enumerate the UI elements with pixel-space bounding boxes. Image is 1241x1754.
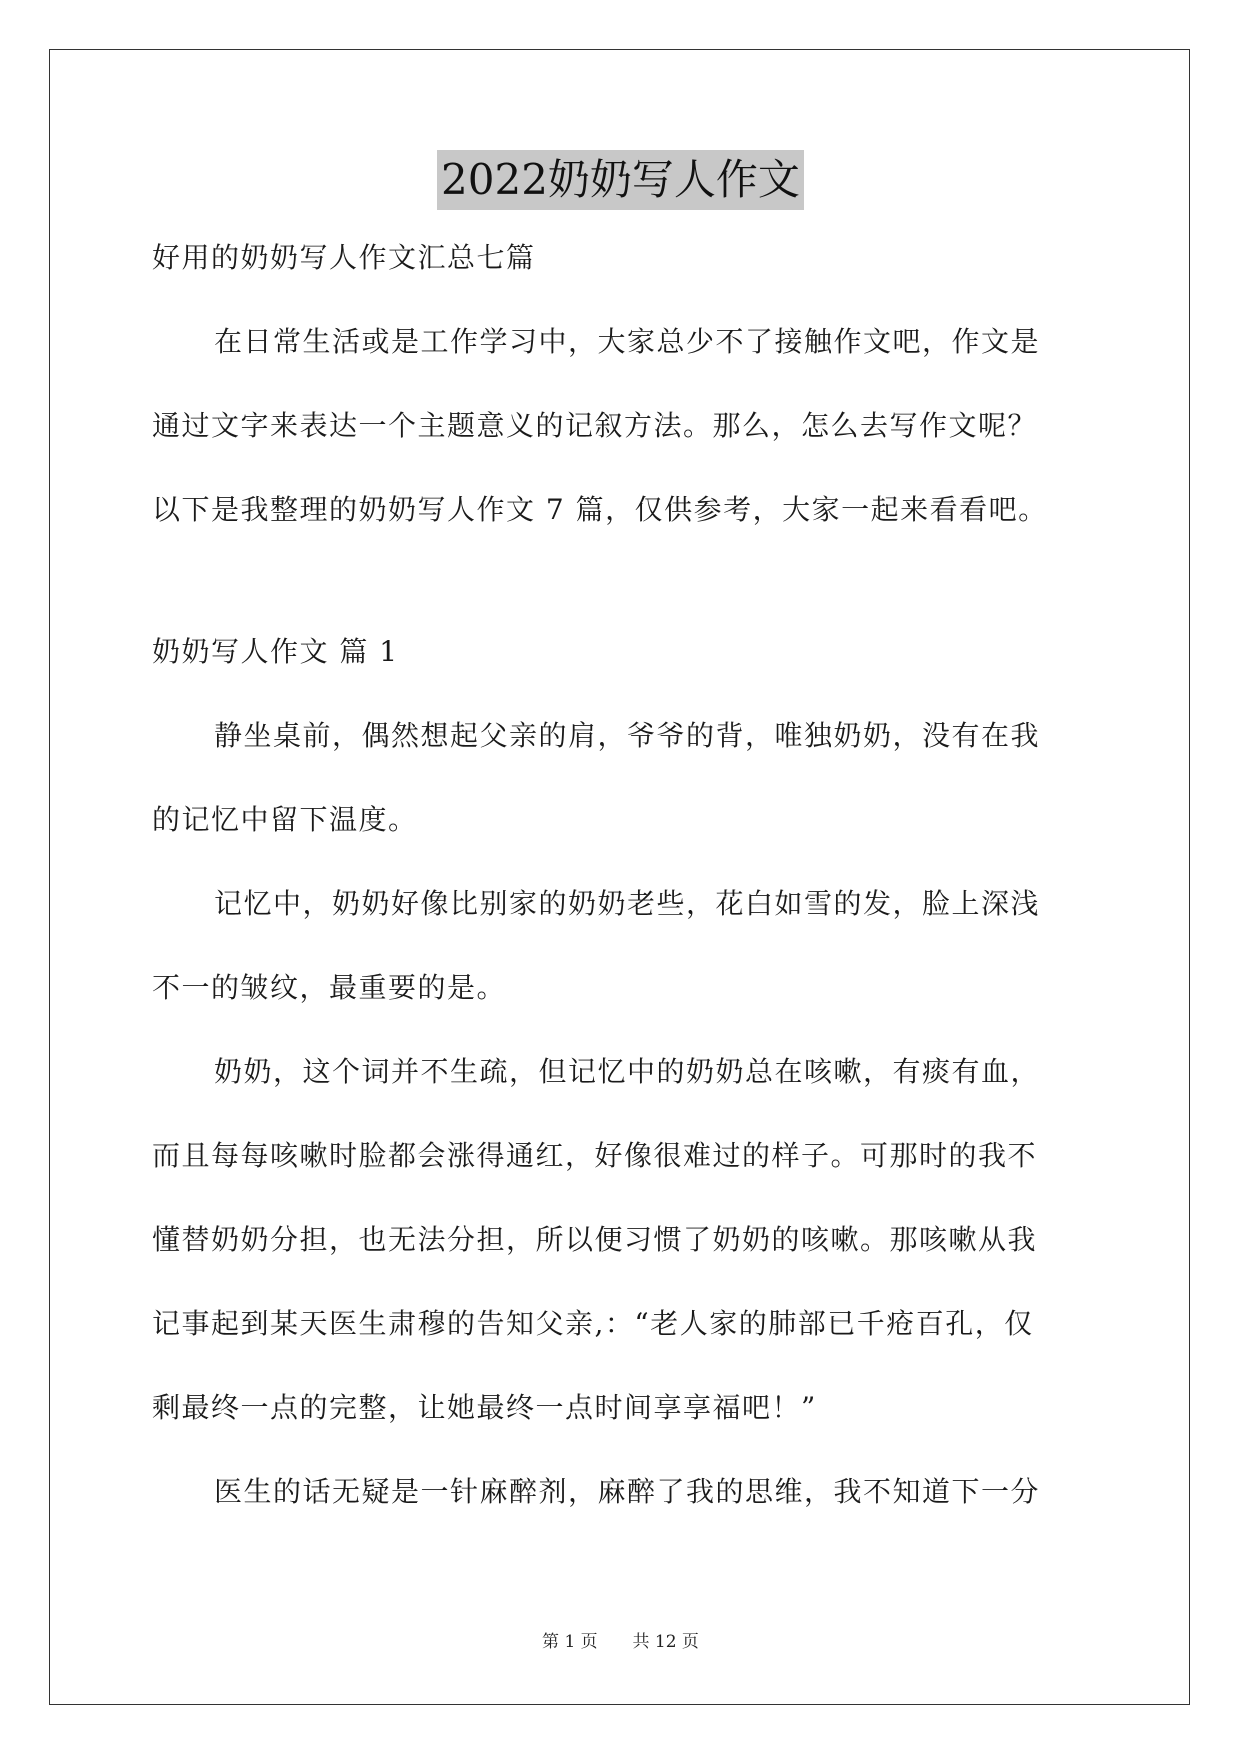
paragraph-line: 奶奶，这个词并不生疏，但记忆中的奶奶总在咳嗽，有痰有血， [214,1055,1041,1088]
paragraph-line: 剩最终一点的完整，让她最终一点时间享享福吧！” [152,1391,817,1424]
intro-line: 通过文字来表达一个主题意义的记叙方法。那么，怎么去写作文呢？ [152,409,1038,442]
title-container [0,150,1241,210]
paragraph-line: 懂替奶奶分担，也无法分担，所以便习惯了奶奶的咳嗽。那咳嗽从我 [152,1223,1038,1256]
page-number-total: 共 12 页 [632,1632,699,1652]
intro-line: 以下是我整理的奶奶写人作文 7 篇，仅供参考，大家一起来看看吧。 [152,493,1048,526]
paragraph-line: 医生的话无疑是一针麻醉剂，麻醉了我的思维，我不知道下一分 [214,1475,1041,1508]
section-spacer [152,564,1092,622]
paragraph-line: 静坐桌前，偶然想起父亲的肩，爷爷的背，唯独奶奶，没有在我 [214,719,1041,752]
paragraph-line: 记忆中，奶奶好像比别家的奶奶老些，花白如雪的发，脸上深浅 [214,887,1041,920]
document-body [152,228,1092,1546]
page-footer [0,1627,1241,1652]
document-title: 2022奶奶写人作文 [437,150,804,210]
paragraph-line: 的记忆中留下温度。 [152,803,418,836]
paragraph-line: 不一的皱纹，最重要的是。 [152,971,507,1004]
paragraph-line: 记事起到某天医生肃穆的告知父亲,：“老人家的肺部已千疮百孔，仅 [152,1307,1034,1340]
paragraph-line: 而且每每咳嗽时脸都会涨得通红，好像很难过的样子。可那时的我不 [152,1139,1038,1172]
document-subtitle: 好用的奶奶写人作文汇总七篇 [152,241,536,274]
page-number-current: 第 1 页 [542,1632,598,1652]
section-heading: 奶奶写人作文 篇 1 [152,635,399,668]
intro-line: 在日常生活或是工作学习中，大家总少不了接触作文吧，作文是 [214,325,1041,358]
